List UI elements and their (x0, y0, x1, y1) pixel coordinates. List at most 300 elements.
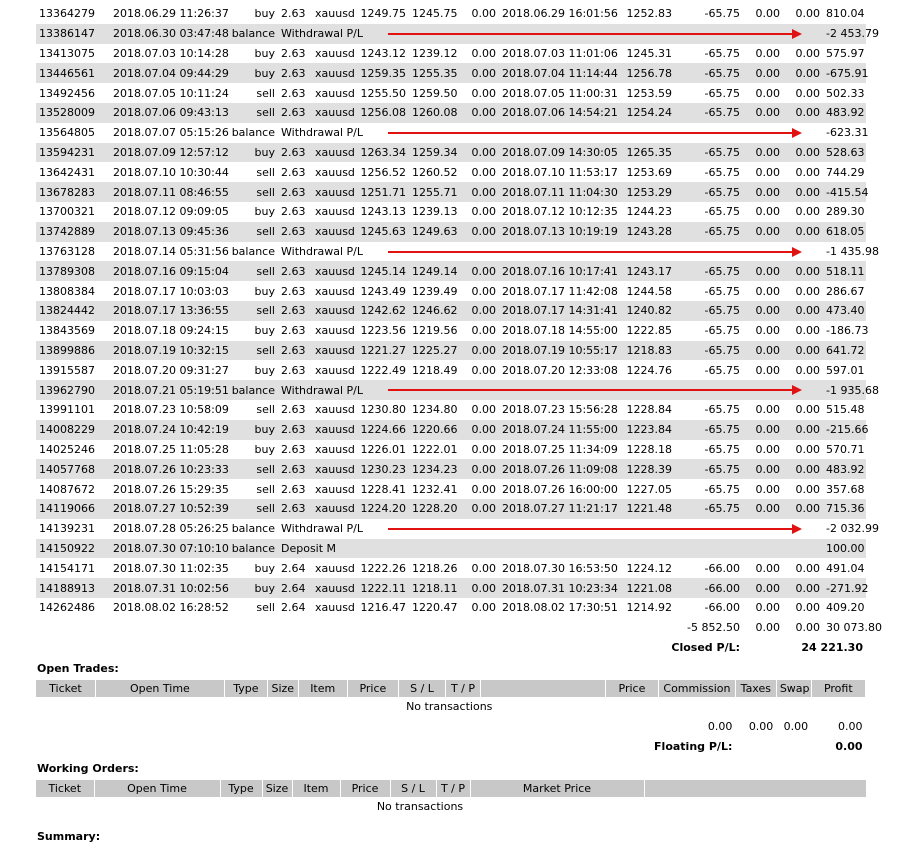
item-cell: xauusd (315, 46, 355, 60)
trade-row (36, 83, 866, 103)
size-cell: 2.63 (281, 7, 306, 21)
sl-cell: 1259.50 (412, 86, 458, 100)
close-time-cell: 2018.07.06 14:54:21 (499, 103, 617, 123)
taxes-cell: 0.00 (743, 341, 783, 361)
open-time-cell: 2018.07.10 10:30:44 (113, 165, 229, 179)
open-time-cell: 2018.07.07 05:15:26 (113, 126, 229, 140)
item-cell: xauusd (315, 442, 355, 456)
commission-cell: -65.75 (675, 103, 743, 123)
price-cell: 1243.13 (360, 205, 406, 219)
tp-cell: 0.00 (459, 182, 499, 202)
ticket-cell: 13642431 (39, 165, 95, 179)
tp-cell: 0.00 (471, 86, 496, 100)
swap-cell: 0.00 (783, 103, 823, 123)
close-price-cell: 1243.28 (617, 222, 675, 242)
tp-cell: 0.00 (471, 324, 496, 338)
profit-cell: -186.73 (826, 324, 869, 338)
size-cell: 2.63 (281, 205, 306, 219)
close-time-cell: 2018.07.23 15:56:28 (502, 403, 618, 417)
comment-cell: Withdrawal P/L (278, 24, 823, 44)
column-header (480, 680, 605, 697)
trade-row (36, 143, 866, 163)
column-header: Open Time (95, 680, 224, 697)
column-header: Commission (659, 680, 736, 697)
type-cell: sell (224, 103, 278, 123)
tp-cell: 0.00 (459, 459, 499, 479)
open-time-cell: 2018.07.13 09:45:36 (110, 222, 224, 242)
ticket-cell: 13824442 (36, 301, 110, 321)
close-time-cell: 2018.07.25 11:34:09 (502, 442, 618, 456)
ticket-cell: 14262486 (39, 601, 95, 615)
taxes-cell: 0.00 (755, 561, 780, 575)
column-header: Market Price (470, 780, 644, 797)
profit-cell: 357.68 (826, 482, 865, 496)
tp-cell: 0.00 (471, 442, 496, 456)
item-cell: xauusd (312, 420, 356, 440)
commission-cell: -66.00 (704, 561, 740, 575)
column-header: Swap (776, 680, 811, 697)
swap-cell: 0.00 (795, 205, 820, 219)
taxes-cell: 0.00 (755, 86, 780, 100)
size-cell: 2.63 (278, 182, 312, 202)
type-cell: buy (224, 63, 278, 83)
taxes-cell: 0.00 (743, 63, 783, 83)
close-price-cell: 1223.84 (617, 420, 675, 440)
price-cell: 1245.63 (356, 222, 409, 242)
ticket-cell: 13991101 (39, 403, 95, 417)
open-time-cell: 2018.07.12 09:09:05 (113, 205, 229, 219)
close-time-cell: 2018.07.18 14:55:00 (502, 324, 618, 338)
close-price-cell: 1214.92 (626, 601, 672, 615)
type-cell: buy (254, 363, 275, 377)
taxes-cell: 0.00 (755, 363, 780, 377)
tp-cell: 0.00 (459, 222, 499, 242)
closed-pl-row (36, 638, 866, 658)
size-cell: 2.63 (281, 46, 306, 60)
size-cell: 2.63 (281, 482, 306, 496)
tp-cell: 0.00 (471, 601, 496, 615)
sl-cell: 1259.34 (409, 143, 459, 163)
size-cell: 2.63 (281, 86, 306, 100)
working-orders-table (36, 780, 867, 817)
close-time-cell: 2018.07.09 14:30:05 (499, 143, 617, 163)
item-cell: xauusd (312, 63, 356, 83)
balance-row (36, 242, 866, 262)
close-time-cell: 2018.07.05 11:00:31 (502, 86, 618, 100)
sl-cell: 1228.20 (409, 499, 459, 519)
close-time-cell: 2018.07.11 11:04:30 (499, 182, 617, 202)
taxes-cell: 0.00 (755, 7, 780, 21)
comment-cell: Withdrawal P/L (278, 242, 823, 262)
balance-row (36, 519, 866, 539)
ticket-cell: 13789308 (36, 261, 110, 281)
ticket-cell: 14057768 (36, 459, 110, 479)
commission-cell: -65.75 (704, 442, 740, 456)
open-time-cell: 2018.07.30 11:02:35 (113, 561, 229, 575)
size-cell: 2.64 (278, 578, 312, 598)
tp-cell: 0.00 (459, 103, 499, 123)
ticket-cell: 14188913 (36, 578, 110, 598)
trade-row (36, 341, 866, 361)
type-cell: sell (224, 459, 278, 479)
ticket-cell: 13962790 (36, 380, 110, 400)
column-header: Profit (811, 680, 865, 697)
commission-cell: -65.75 (704, 165, 740, 179)
ticket-cell: 13564805 (39, 126, 95, 140)
close-price-cell: 1228.84 (626, 403, 672, 417)
profit-cell: 518.11 (823, 261, 866, 281)
item-cell: xauusd (315, 363, 355, 377)
swap-cell: 0.00 (783, 341, 823, 361)
trade-row (36, 558, 866, 578)
price-cell: 1223.56 (360, 324, 406, 338)
ticket-cell: 13808384 (39, 284, 95, 298)
open-trades-totals (36, 717, 866, 737)
size-cell: 2.63 (278, 143, 312, 163)
type-cell: buy (224, 578, 278, 598)
profit-cell: 491.04 (826, 561, 865, 575)
tp-cell: 0.00 (471, 561, 496, 575)
open-time-cell: 2018.07.28 05:26:25 (113, 522, 229, 536)
profit-cell: 715.36 (823, 499, 866, 519)
sl-cell: 1218.49 (412, 363, 458, 377)
close-price-cell: 1244.58 (626, 284, 672, 298)
tp-cell: 0.00 (471, 363, 496, 377)
close-price-cell: 1218.83 (617, 341, 675, 361)
item-cell: xauusd (315, 284, 355, 298)
open-time-cell: 2018.07.30 07:10:10 (110, 539, 224, 559)
balance-row (36, 123, 866, 143)
working-orders-title: Working Orders: (37, 762, 139, 775)
swap-cell: 0.00 (795, 363, 820, 377)
commission-cell: -65.75 (704, 363, 740, 377)
type-cell: buy (254, 442, 275, 456)
profit-cell: -2 453.79 (823, 24, 866, 44)
ticket-cell: 14150922 (36, 539, 110, 559)
trade-row (36, 44, 866, 64)
price-cell: 1230.23 (356, 459, 409, 479)
ticket-cell: 13843569 (39, 324, 95, 338)
sl-cell: 1239.49 (412, 284, 458, 298)
open-total-swap: 0.00 (783, 720, 809, 734)
price-cell: 1224.20 (356, 499, 409, 519)
commission-cell: -65.75 (675, 420, 743, 440)
trade-row (36, 222, 866, 242)
profit-cell: 641.72 (823, 341, 866, 361)
close-time-cell: 2018.07.20 12:33:08 (502, 363, 618, 377)
column-header: Ticket (36, 780, 94, 797)
size-cell: 2.63 (281, 363, 306, 377)
profit-cell: 810.04 (826, 7, 865, 21)
close-price-cell: 1245.31 (626, 46, 672, 60)
sl-cell: 1218.11 (409, 578, 459, 598)
taxes-cell: 0.00 (755, 46, 780, 60)
item-cell: xauusd (315, 165, 355, 179)
size-cell: 2.63 (278, 63, 312, 83)
close-time-cell: 2018.07.10 11:53:17 (502, 165, 618, 179)
size-cell: 2.64 (281, 601, 306, 615)
commission-cell: -65.75 (675, 182, 743, 202)
size-cell: 2.63 (281, 442, 306, 456)
trade-row (36, 499, 866, 519)
taxes-cell: 0.00 (755, 442, 780, 456)
ticket-cell: 13528009 (36, 103, 110, 123)
ticket-cell: 13446561 (36, 63, 110, 83)
taxes-cell: 0.00 (755, 324, 780, 338)
commission-cell: -65.75 (704, 205, 740, 219)
type-cell: balance (224, 24, 278, 44)
close-time-cell: 2018.07.27 11:21:17 (499, 499, 617, 519)
history-totals-row (36, 618, 866, 638)
size-cell: 2.63 (281, 165, 306, 179)
ticket-cell: 14119066 (36, 499, 110, 519)
size-cell: 2.63 (278, 301, 312, 321)
price-cell: 1228.41 (360, 482, 406, 496)
price-cell: 1245.14 (356, 261, 409, 281)
item-cell: xauusd (312, 341, 356, 361)
profit-cell: 570.71 (826, 442, 865, 456)
sl-cell: 1239.13 (412, 205, 458, 219)
ticket-cell: 13594231 (36, 143, 110, 163)
close-price-cell: 1222.85 (626, 324, 672, 338)
type-cell: sell (224, 182, 278, 202)
type-cell: sell (256, 403, 275, 417)
item-cell: xauusd (312, 459, 356, 479)
size-cell: 2.63 (278, 420, 312, 440)
price-cell: 1256.52 (360, 165, 406, 179)
close-price-cell: 1221.48 (617, 499, 675, 519)
type-cell: buy (254, 324, 275, 338)
swap-cell: 0.00 (783, 459, 823, 479)
price-cell: 1251.71 (356, 182, 409, 202)
floating-pl-value: 0.00 (835, 739, 863, 753)
swap-cell: 0.00 (795, 7, 820, 21)
open-time-cell: 2018.07.05 10:11:24 (113, 86, 229, 100)
ticket-cell: 13364279 (39, 7, 95, 21)
profit-cell: 100.00 (823, 539, 866, 559)
tp-cell: 0.00 (471, 205, 496, 219)
column-header: Price (605, 680, 658, 697)
open-time-cell: 2018.07.31 10:02:56 (110, 578, 224, 598)
close-time-cell: 2018.07.24 11:55:00 (499, 420, 617, 440)
profit-cell: -1 435.98 (826, 244, 879, 258)
commission-cell: -65.75 (675, 143, 743, 163)
column-header: S / L (398, 680, 445, 697)
trade-row (36, 400, 866, 420)
open-time-cell: 2018.07.04 09:44:29 (110, 63, 224, 83)
sl-cell: 1234.23 (409, 459, 459, 479)
open-total-commission: 0.00 (707, 720, 733, 734)
item-cell: xauusd (315, 561, 355, 575)
swap-cell: 0.00 (783, 499, 823, 519)
ticket-cell: 14025246 (39, 442, 95, 456)
tp-cell: 0.00 (471, 165, 496, 179)
trade-row (36, 202, 866, 222)
taxes-cell: 0.00 (743, 459, 783, 479)
column-header: Size (262, 780, 292, 797)
commission-cell: -65.75 (704, 7, 740, 21)
type-cell: balance (231, 522, 275, 536)
open-time-cell: 2018.07.14 05:31:56 (113, 244, 229, 258)
column-header: Type (224, 680, 267, 697)
ticket-cell: 13915587 (39, 363, 95, 377)
taxes-cell: 0.00 (743, 578, 783, 598)
swap-cell: 0.00 (795, 86, 820, 100)
total-commission: -5 852.50 (687, 621, 740, 635)
open-trades-title: Open Trades: (37, 662, 119, 675)
sl-cell: 1239.12 (412, 46, 458, 60)
ticket-cell: 13899886 (36, 341, 110, 361)
comment-cell: Withdrawal P/L (278, 519, 823, 539)
profit-cell: 575.97 (826, 46, 865, 60)
price-cell: 1249.75 (360, 7, 406, 21)
sl-cell: 1218.26 (412, 561, 458, 575)
open-time-cell: 2018.06.30 03:47:48 (110, 24, 224, 44)
price-cell: 1222.49 (360, 363, 406, 377)
close-price-cell: 1252.83 (626, 7, 672, 21)
column-header: Price (347, 680, 398, 697)
taxes-cell: 0.00 (755, 284, 780, 298)
sl-cell: 1260.52 (412, 165, 458, 179)
close-price-cell: 1228.39 (617, 459, 675, 479)
tp-cell: 0.00 (471, 403, 496, 417)
size-cell: 2.63 (278, 499, 312, 519)
type-cell: balance (224, 539, 278, 559)
commission-cell: -65.75 (675, 222, 743, 242)
working-orders-header (36, 780, 866, 797)
open-trades-table (36, 680, 866, 756)
sl-cell: 1255.35 (409, 63, 459, 83)
item-cell: xauusd (315, 7, 355, 21)
close-time-cell: 2018.08.02 17:30:51 (502, 601, 618, 615)
type-cell: buy (224, 420, 278, 440)
sl-cell: 1232.41 (412, 482, 458, 496)
swap-cell: 0.00 (783, 301, 823, 321)
type-cell: balance (224, 380, 278, 400)
item-cell: xauusd (312, 182, 356, 202)
type-cell: sell (256, 482, 275, 496)
ticket-cell: 13386147 (36, 24, 110, 44)
tp-cell: 0.00 (459, 420, 499, 440)
sl-cell: 1222.01 (412, 442, 458, 456)
price-cell: 1263.34 (356, 143, 409, 163)
ticket-cell: 14139231 (39, 522, 95, 536)
close-price-cell: 1253.29 (617, 182, 675, 202)
column-header: Price (340, 780, 390, 797)
open-time-cell: 2018.08.02 16:28:52 (113, 601, 229, 615)
ticket-cell: 13742889 (36, 222, 110, 242)
open-total-taxes: 0.00 (748, 720, 774, 734)
close-price-cell: 1254.24 (617, 103, 675, 123)
profit-cell: -1 935.68 (823, 380, 866, 400)
profit-cell: -623.31 (826, 126, 869, 140)
ticket-cell: 13492456 (39, 86, 95, 100)
commission-cell: -65.75 (675, 301, 743, 321)
item-cell: xauusd (312, 261, 356, 281)
trade-row (36, 182, 866, 202)
column-header: Ticket (36, 680, 95, 697)
commission-cell: -65.75 (704, 324, 740, 338)
total-profit: 30 073.80 (826, 621, 882, 635)
profit-cell: 409.20 (826, 601, 865, 615)
ticket-cell: 14087672 (39, 482, 95, 496)
commission-cell: -66.00 (675, 578, 743, 598)
close-time-cell: 2018.06.29 16:01:56 (502, 7, 618, 21)
type-cell: sell (224, 301, 278, 321)
trade-row (36, 578, 866, 598)
commission-cell: -65.75 (675, 459, 743, 479)
open-time-cell: 2018.07.17 10:03:03 (113, 284, 229, 298)
sl-cell: 1260.08 (409, 103, 459, 123)
swap-cell: 0.00 (795, 46, 820, 60)
ticket-cell: 13763128 (39, 244, 95, 258)
item-cell: xauusd (312, 222, 356, 242)
close-time-cell: 2018.07.03 11:01:06 (502, 46, 618, 60)
balance-row (36, 24, 866, 44)
close-price-cell: 1244.23 (626, 205, 672, 219)
trade-row (36, 162, 866, 182)
trade-row (36, 103, 866, 123)
sl-cell: 1220.66 (409, 420, 459, 440)
swap-cell: 0.00 (783, 63, 823, 83)
size-cell: 2.63 (281, 284, 306, 298)
total-taxes: 0.00 (755, 621, 780, 635)
swap-cell: 0.00 (783, 143, 823, 163)
open-time-cell: 2018.07.11 08:46:55 (110, 182, 224, 202)
ticket-cell: 13678283 (36, 182, 110, 202)
type-cell: sell (256, 86, 275, 100)
closed-pl-label: Closed P/L: (671, 640, 740, 654)
open-time-cell: 2018.07.06 09:43:13 (110, 103, 224, 123)
swap-cell: 0.00 (795, 482, 820, 496)
taxes-cell: 0.00 (743, 222, 783, 242)
close-price-cell: 1228.18 (626, 442, 672, 456)
close-time-cell: 2018.07.17 14:31:41 (499, 301, 617, 321)
close-price-cell: 1227.05 (626, 482, 672, 496)
close-price-cell: 1265.35 (617, 143, 675, 163)
profit-cell: 286.67 (826, 284, 865, 298)
taxes-cell: 0.00 (743, 143, 783, 163)
size-cell: 2.64 (281, 561, 306, 575)
tp-cell: 0.00 (471, 46, 496, 60)
open-time-cell: 2018.07.09 12:57:12 (110, 143, 224, 163)
swap-cell: 0.00 (795, 403, 820, 417)
tp-cell: 0.00 (459, 499, 499, 519)
type-cell: buy (254, 46, 275, 60)
sl-cell: 1255.71 (409, 182, 459, 202)
size-cell: 2.63 (278, 222, 312, 242)
closed-transactions-table (36, 4, 882, 657)
trade-row (36, 4, 866, 24)
trade-row (36, 281, 866, 301)
close-time-cell: 2018.07.19 10:55:17 (499, 341, 617, 361)
open-time-cell: 2018.07.20 09:31:27 (113, 363, 229, 377)
commission-cell: -66.00 (704, 601, 740, 615)
tp-cell: 0.00 (459, 578, 499, 598)
closed-pl-value: 24 221.30 (801, 640, 863, 654)
swap-cell: 0.00 (783, 222, 823, 242)
open-time-cell: 2018.07.26 10:23:33 (110, 459, 224, 479)
column-header: Item (292, 780, 340, 797)
commission-cell: -65.75 (675, 499, 743, 519)
swap-cell: 0.00 (795, 324, 820, 338)
size-cell: 2.63 (281, 324, 306, 338)
tp-cell: 0.00 (471, 482, 496, 496)
red-arrow-annotation (388, 33, 793, 35)
close-time-cell: 2018.07.30 16:53:50 (502, 561, 618, 575)
profit-cell: 483.92 (823, 459, 866, 479)
commission-cell: -65.75 (704, 482, 740, 496)
